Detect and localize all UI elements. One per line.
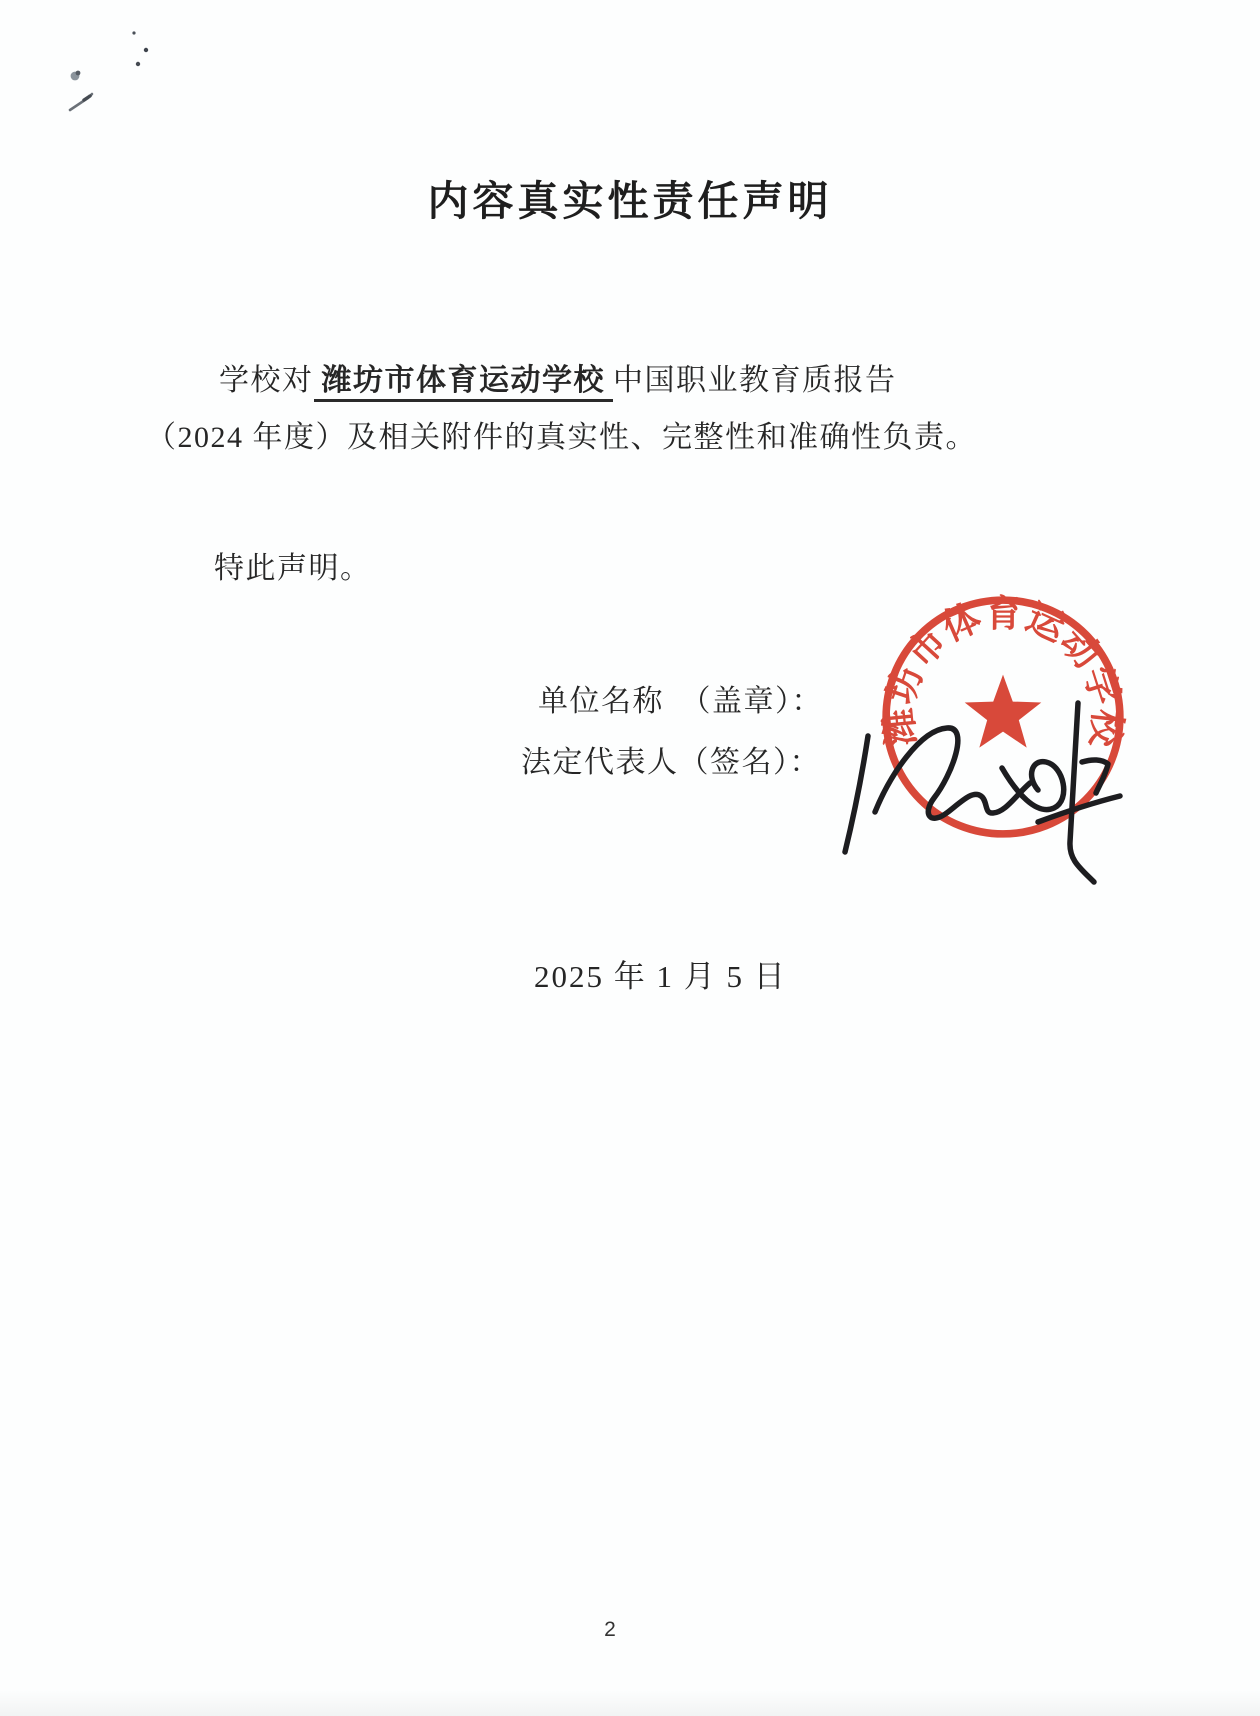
seal-curved-text: 潍坊市体育运动学校: [879, 594, 1127, 749]
school-name-underlined: 潍坊市体育运动学校: [314, 364, 614, 402]
legal-representative-label: 法定代表人（签名）：: [521, 746, 821, 779]
unit-name-label: 单位名称 （盖章）：: [538, 685, 823, 718]
declaration-statement: 特此声明。: [214, 552, 372, 585]
body-paragraph-line-2: （2024 年度）及相关附件的真实性、完整性和准确性负责。: [146, 421, 977, 454]
body-text-prefix: 学校对: [219, 364, 314, 397]
document-date: 2025 年 1 月 5 日: [534, 959, 787, 994]
document-title: 内容真实性责任声明: [427, 178, 833, 224]
body-paragraph-line-1: [219, 355, 897, 399]
ink-speck-marks: [30, 10, 220, 140]
page-number: 2: [604, 1618, 616, 1641]
handwritten-signature: [830, 690, 1140, 900]
body-text-suffix: 中国职业教育质报告: [613, 364, 897, 397]
scan-edge-shadow: [0, 1690, 1260, 1716]
